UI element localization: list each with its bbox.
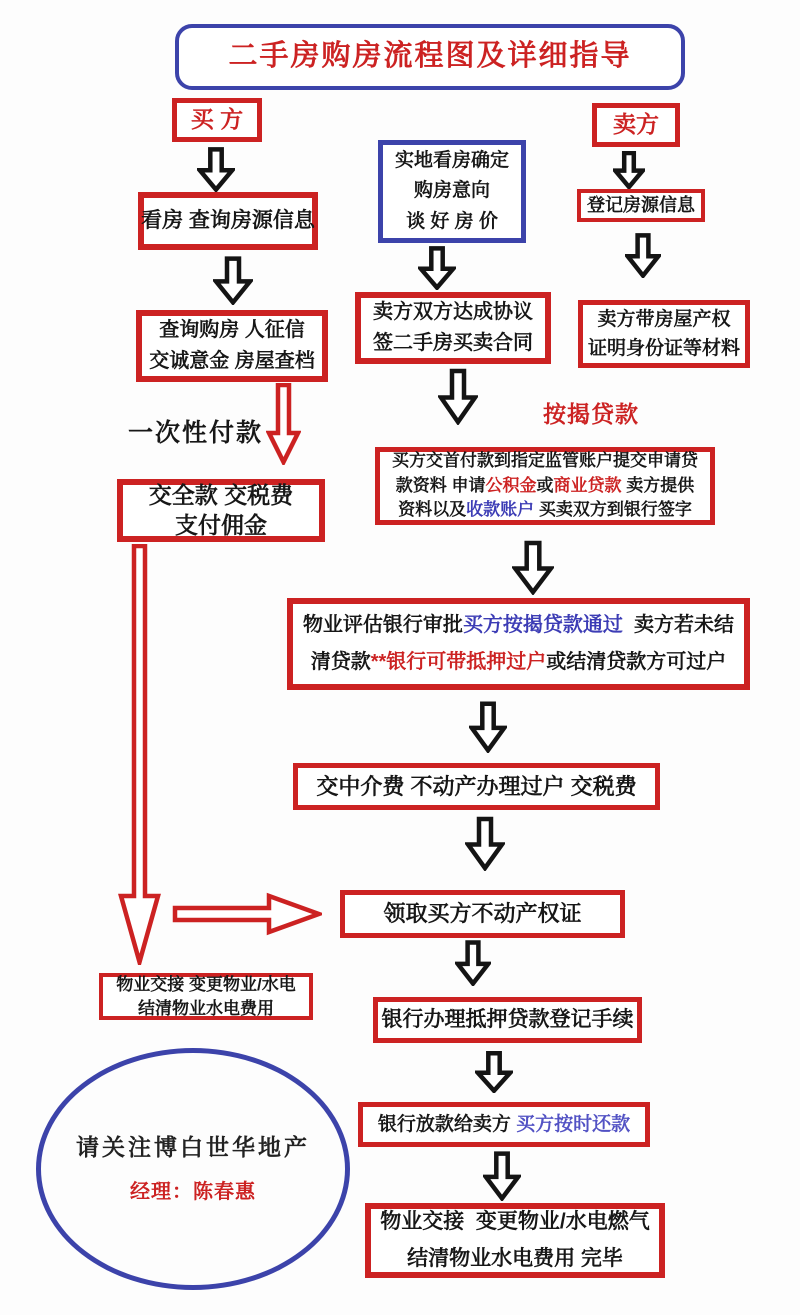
node-property-cert — [340, 890, 625, 938]
node-final-handover: 物业交接 变更物业/水电燃气 结清物业水电费用 完毕 — [365, 1203, 665, 1278]
down-arrow-icon — [613, 151, 645, 189]
node-buyer — [172, 98, 262, 142]
advert-ellipse — [36, 1048, 350, 1290]
node-view-listing-label: 看房 查询房源信息 — [141, 208, 315, 232]
advert-manager-line: 经理：陈春惠 — [130, 1180, 256, 1203]
advert-line: 请关注博白世华地产 — [76, 1134, 310, 1161]
down-arrow-icon — [625, 233, 661, 278]
red-long-down-arrow-icon — [118, 544, 161, 965]
node-bank-disbursement: 银行放款给卖方 买方按时还款 — [358, 1102, 650, 1147]
node-site-visit: 实地看房确定 购房意向 谈 好 房 价 — [378, 140, 526, 243]
down-arrow-icon — [512, 540, 554, 595]
node-loan-approval: 物业评估银行审批买方按揭贷款通过 卖方若未结 清贷款**银行可带抵押过户或结清贷款方可过户 — [287, 598, 750, 690]
node-property-handover: 物业交接 变更物业/水电 结清物业水电费用 — [99, 973, 313, 1020]
node-bank-mortgage-registration-label: 银行办理抵押贷款登记手续 — [381, 1007, 634, 1031]
node-property-cert-label: 领取买方不动产权证 — [383, 901, 582, 927]
node-register-listing — [577, 189, 705, 222]
node-bank-mortgage-registration — [373, 997, 642, 1043]
down-arrow-icon — [438, 368, 478, 425]
flowchart-title: 二手房购房流程图及详细指导 — [228, 40, 632, 73]
down-arrow-icon — [197, 147, 235, 192]
flowchart-title-box — [175, 24, 685, 90]
node-seller — [592, 103, 680, 147]
node-full-payment: 交全款 交税费 支付佣金 — [117, 479, 325, 542]
label-mortgage-loan: 按揭贷款 — [543, 401, 639, 427]
node-fees-transfer-label: 交中介费 不动产办理过户 交税费 — [316, 773, 637, 799]
node-buyer-label: 买 方 — [190, 106, 244, 133]
down-arrow-icon — [469, 701, 507, 753]
node-down-payment: 买方交首付款到指定监管账户提交申请贷 款资料 申请公积金或商业贷款 卖方提供 资料以及收款账户 买卖双方到银行签字 — [375, 447, 715, 525]
down-arrow-icon — [455, 940, 491, 986]
node-register-listing-label: 登记房源信息 — [587, 195, 695, 216]
down-arrow-icon — [213, 256, 253, 305]
node-view-listing — [138, 192, 318, 250]
node-agreement: 卖方双方达成协议 签二手房买卖合同 — [355, 292, 551, 364]
down-arrow-icon — [475, 1051, 513, 1093]
down-arrow-icon — [418, 246, 456, 290]
down-arrow-icon — [465, 816, 505, 871]
down-arrow-icon — [483, 1151, 521, 1201]
red-down-arrow-icon — [266, 383, 301, 465]
node-seller-docs: 卖方带房屋产权 证明身份证等材料 — [578, 300, 750, 368]
node-credit-check: 查询购房 人征信 交诚意金 房屋查档 — [136, 310, 328, 382]
node-fees-transfer — [293, 763, 660, 810]
node-seller-label: 卖方 — [613, 111, 659, 138]
label-one-time-payment: 一次性付款 — [128, 419, 264, 447]
red-right-arrow-icon — [172, 891, 322, 937]
